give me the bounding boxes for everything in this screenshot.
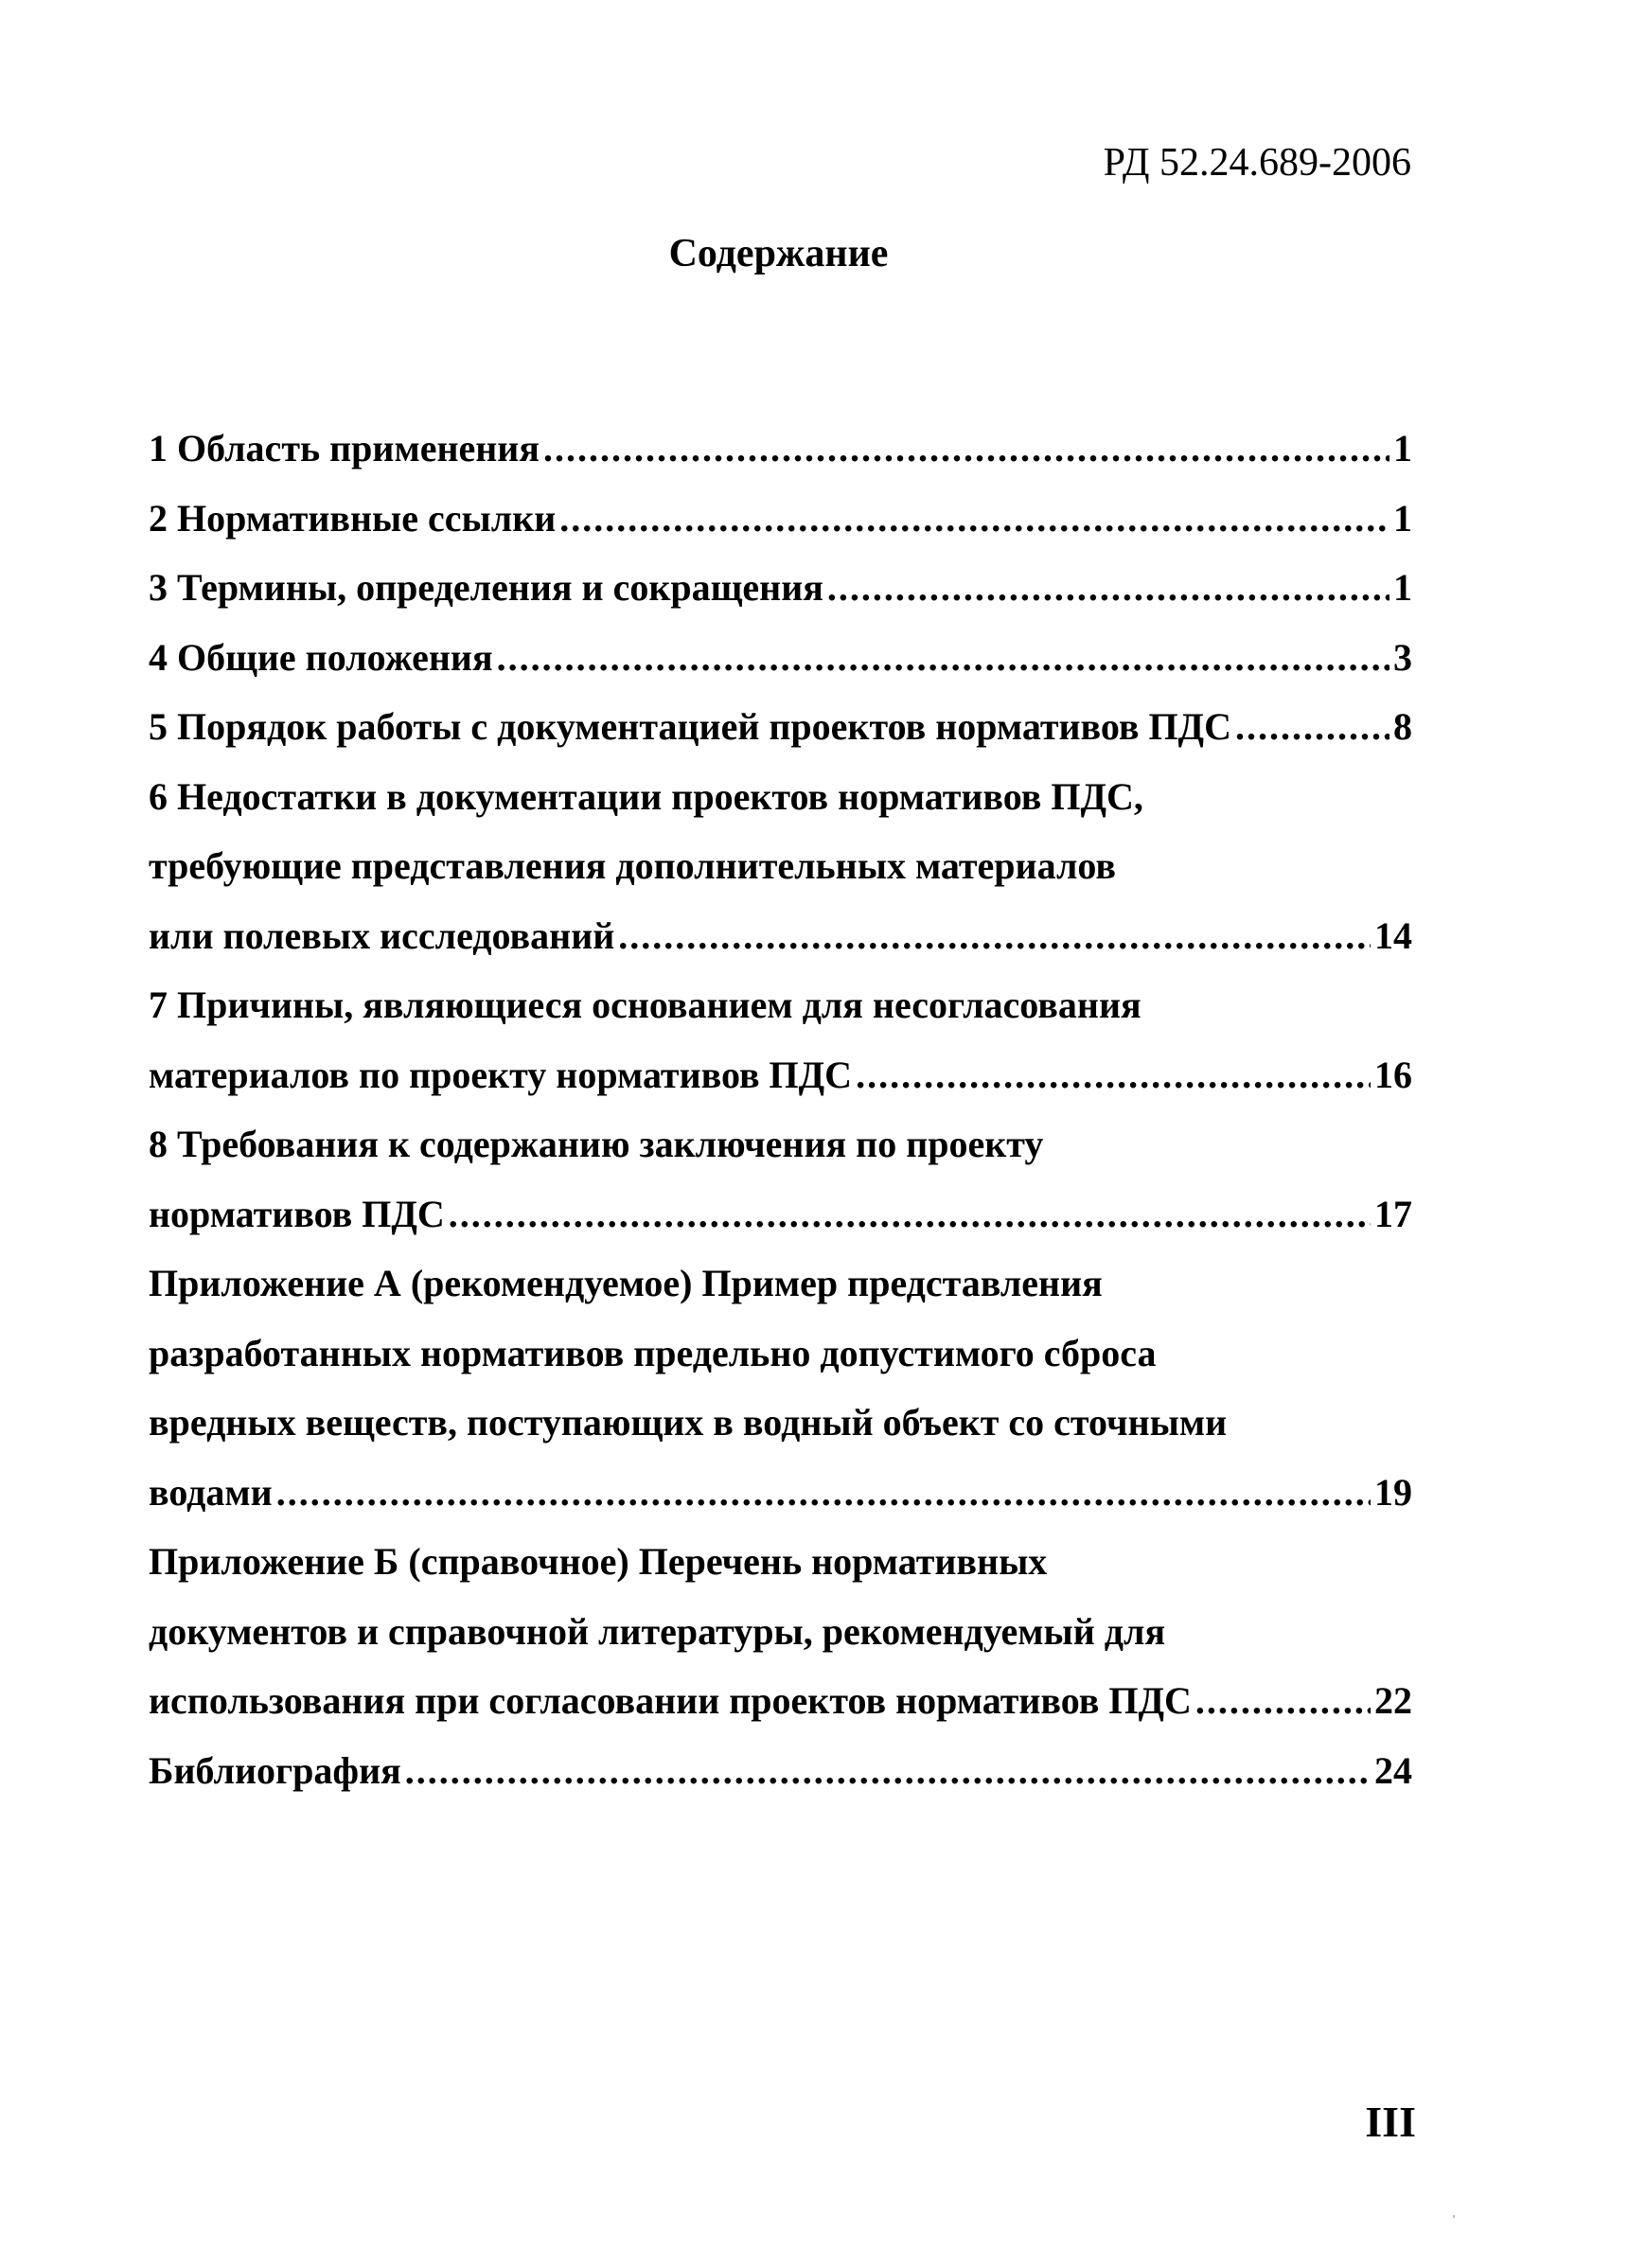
toc-page-number: 17 (1374, 1192, 1412, 1235)
toc-entry (149, 484, 1412, 554)
toc-entry-final-line (149, 1736, 1412, 1806)
toc-entry-title: водами (149, 1470, 273, 1514)
toc-page-number: 24 (1374, 1748, 1412, 1792)
toc-entry (149, 1527, 1412, 1736)
toc-entry (149, 1736, 1412, 1806)
toc-entry-title: 4 Общие положения (149, 635, 493, 679)
toc-entry-title: нормативов ПДС (149, 1192, 445, 1235)
dot-leader (618, 901, 1371, 971)
toc-entry-line: 7 Причины, являющиеся основанием для несогласования (149, 983, 1142, 1026)
toc-entry-title: или полевых исследований (149, 913, 615, 957)
toc-entry-line: разработанных нормативов предельно допустимого сброса (149, 1331, 1157, 1374)
table-of-contents (149, 414, 1412, 1805)
dot-leader (543, 414, 1389, 484)
toc-entry-title: 3 Термины, определения и сокращения (149, 566, 823, 609)
toc-entry-title: использования при согласовании проектов нормативов ПДС (149, 1679, 1192, 1722)
dot-leader (449, 1179, 1371, 1249)
toc-entry-final-line (149, 484, 1412, 554)
toc-page-number: 1 (1393, 496, 1412, 540)
toc-entry (149, 623, 1412, 693)
page-number: III (1365, 2098, 1416, 2146)
toc-entry-final-line (149, 1458, 1412, 1528)
toc-entry-title: 5 Порядок работы с документацией проектов нормативов ПДС (149, 705, 1231, 748)
scan-speck (1453, 2215, 1455, 2218)
document-code: РД 52.24.689-2006 (1103, 141, 1411, 185)
dot-leader (497, 623, 1389, 693)
toc-entry (149, 1249, 1412, 1527)
toc-entry-final-line (149, 623, 1412, 693)
toc-entry-title: Библиография (149, 1748, 401, 1792)
toc-page-number: 19 (1374, 1470, 1412, 1514)
toc-entry-final-line (149, 414, 1412, 484)
toc-page-number: 3 (1393, 635, 1412, 679)
toc-entry (149, 553, 1412, 623)
toc-entry (149, 1109, 1412, 1249)
toc-page-number: 1 (1393, 566, 1412, 609)
toc-entry-title: материалов по проекту нормативов ПДС (149, 1053, 853, 1096)
toc-title: Содержание (668, 232, 889, 275)
toc-entry-title: 2 Нормативные ссылки (149, 496, 557, 540)
toc-entry-final-line (149, 1666, 1412, 1736)
toc-page-number: 22 (1374, 1679, 1412, 1722)
toc-entry-line: 8 Требования к содержанию заключения по проекту (149, 1123, 1044, 1165)
toc-entry (149, 414, 1412, 484)
dot-leader (559, 484, 1389, 554)
toc-entry-line: требующие представления дополнительных материалов (149, 844, 1116, 887)
toc-entry-final-line (149, 1179, 1412, 1249)
toc-entry-title: 1 Область применения (149, 427, 540, 470)
dot-leader (1195, 1666, 1371, 1736)
toc-page-number: 8 (1393, 705, 1412, 748)
dot-leader (856, 1040, 1371, 1110)
toc-entry (149, 692, 1412, 762)
toc-page-number: 14 (1374, 913, 1412, 957)
toc-entry (149, 970, 1412, 1109)
toc-entry-line: документов и справочной литературы, рекомендуемый для (149, 1609, 1166, 1653)
toc-entry-line: Приложение Б (справочное) Перечень нормативных (149, 1540, 1048, 1583)
dot-leader (405, 1736, 1371, 1806)
toc-page-number: 1 (1393, 427, 1412, 470)
toc-entry-line: вредных веществ, поступающих в водный объект со сточными (149, 1401, 1228, 1444)
toc-entry-final-line (149, 692, 1412, 762)
dot-leader (827, 553, 1389, 623)
toc-entry (149, 762, 1412, 971)
toc-entry-final-line (149, 1040, 1412, 1110)
toc-page-number: 16 (1374, 1053, 1412, 1096)
toc-entry-line: 6 Недостатки в документации проектов нормативов ПДС, (149, 774, 1143, 818)
toc-entry-final-line (149, 553, 1412, 623)
toc-entry-line: Приложение А (рекомендуемое) Пример представления (149, 1262, 1103, 1304)
dot-leader (276, 1458, 1371, 1528)
dot-leader (1235, 692, 1389, 762)
toc-entry-final-line (149, 901, 1412, 971)
